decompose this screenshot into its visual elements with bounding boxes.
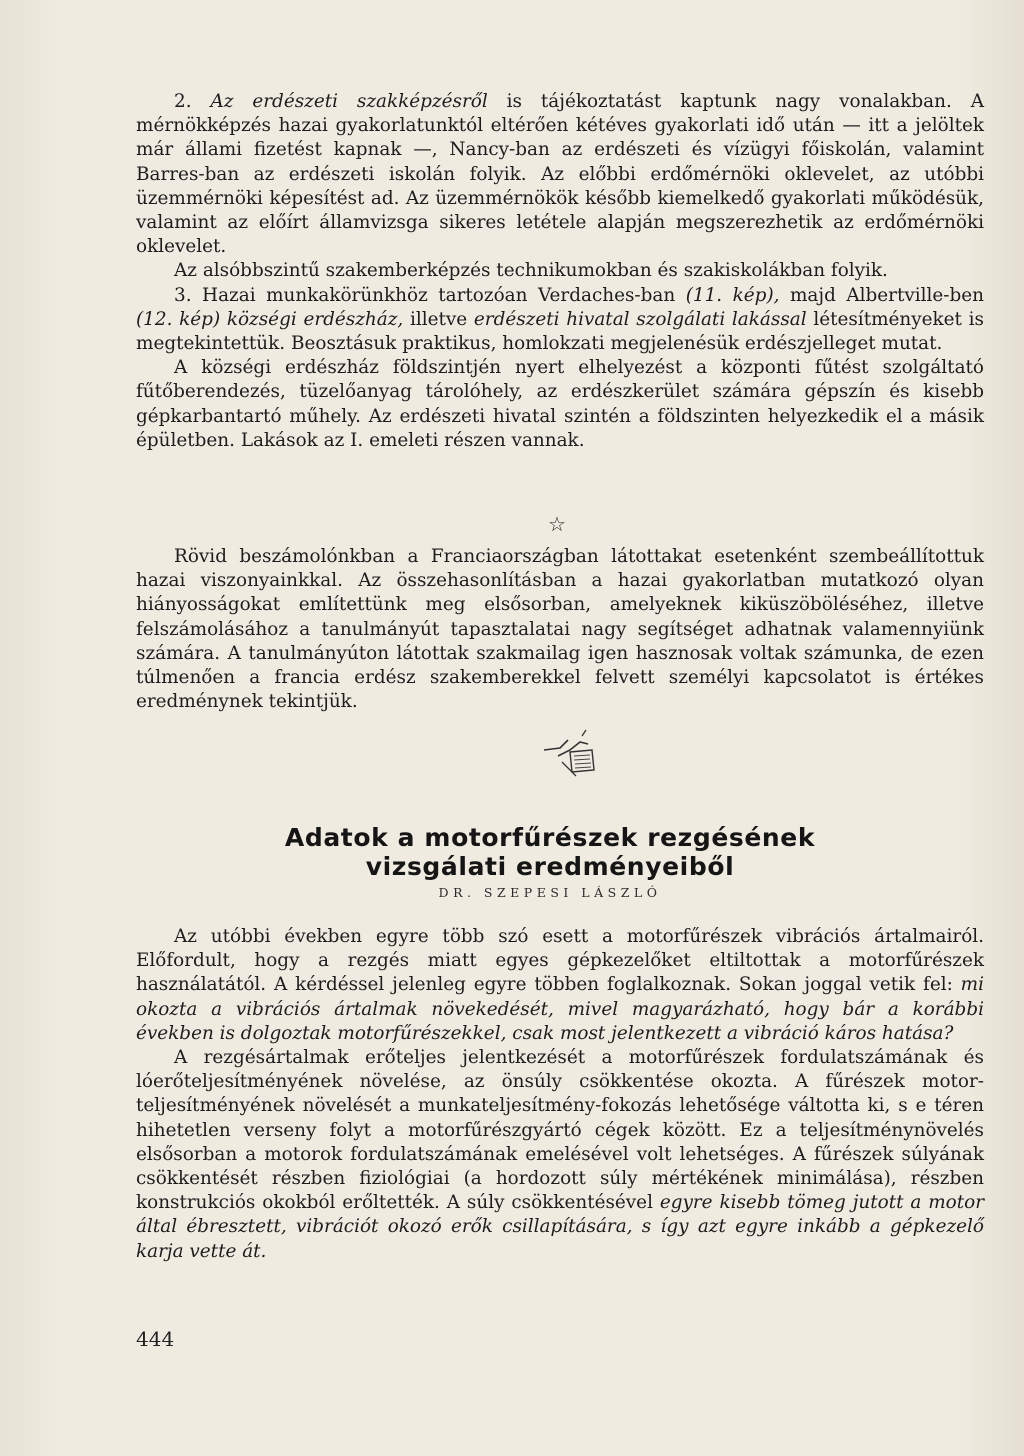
- article-author: DR. SZEPESI LÁSZLÓ: [438, 885, 662, 900]
- page-number: 444: [136, 1327, 175, 1351]
- article-title: Adatok a motorfűrészek rezgésének vizsgálati eredményeiből: [284, 823, 816, 881]
- paragraph: Rövid beszámolónkban a Franciaországban látottakat esetenként szembeállítottuk hazai viszonyainkkal. Az összehasonlításban a hazai gyakorlatban mutatkozó olyan hiányosságokat említettünk meg elsősorban, amelyeknek kiküszöböléséhez, illetve felszámolásához a tanulmányút tapasztalatai nagy segítséget adhatnak valamennyiünk számára. A tanulmányúton látottak szakmailag igen hasznosak voltak számunka, de ezen túlmenően a francia erdész szakemberekkel felvett személyi kapcsolatot is értékes eredménynek tekintjük.: [136, 546, 984, 713]
- paragraph: A községi erdészház földszintjén nyert elhelyezést a központi fűtést szolgáltató fűtőberendezés, tüzelőanyag tárolóhely, az erdészkerület számára gépszín és kisebb gépkarbantartó műhely. Az erdészeti hivatal szintén a földszinten helyezkedik el a másik épületben. Lakások az I. emeleti részen vannak.: [136, 357, 984, 451]
- star-separator-icon: ☆: [548, 512, 566, 536]
- paragraph: Az alsóbbszintű szakemberképzés technikumokban és szakiskolákban folyik.: [174, 260, 888, 282]
- paragraph: Az utóbbi években egyre több szó esett a motorfűrészek vibrációs ártalmairól. Előfordult, hogy a rezgés miatt egyes gépkezelőket eltiltottak a motorfűrészek használatától. A kérdéssel jelenleg egyre többen foglalkoznak. Sokan joggal vetik fel: mi okozta a vibrációs ártalmak növekedését, mivel magyarázható, hogy bár a korábbi években is dolgoztak motorfűrészekkel, csak most jelentkezett a vibráció káros hatása?: [136, 926, 984, 1044]
- text-section-conclusion: [136, 545, 984, 714]
- text-section-top: [136, 90, 984, 453]
- article-body: [136, 925, 984, 1264]
- paragraph: 3. Hazai munkakörünkhöz tartozóan Verdaches-ban (11. kép), majd Albertville-ben (12. kép) községi erdészház, illetve erdészeti hivatal szolgálati lakással létesítményeket is megtekintettük. Beosztásuk praktikus, homlokzati megjelenésük erdészjelleget mutat.: [136, 284, 984, 355]
- paragraph: 2. Az erdészeti szakképzésről is tájékoztatást kaptunk nagy vonalakban. A mérnökképzés hazai gyakorlatunktól eltérően kétéves gyakorlati idő után — itt a jelöltek már állami fizetést kapnak —, Nancy-ban az erdészeti és vízügyi főiskolán, valamint Barres-ban az erdészeti iskolán folyik. Az előbbi erdőmérnöki oklevelet, az utóbbi üzemmérnöki képesítést ad. Az üzemmérnökök később kiemelkedő gyakorlati működésük, valamint az előírt államvizsga sikeres letétele alapján megszerezhetik az erdőmérnöki oklevelet.: [136, 91, 984, 258]
- saw-ornament-icon: [540, 726, 610, 782]
- paragraph: A rezgésártalmak erőteljes jelentkezését a motorfűrészek fordulatszámának és lóerőteljesítményének növelése, az önsúly csökkentése okozta. A fűrészek motor-teljesítményének növelését a munkateljesítmény-fokozás lehetősége váltotta ki, s e téren hihetetlen verseny folyt a motorfűrészgyártó cégek között. Ez a teljesítménynövelés elsősorban a motorok fordulatszámának emelésével volt lehetséges. A fűrészek súlyának csökkentését részben fiziológiai (a hordozott súly mértékének minimálása), részben konstrukciós okokból erőltették. A súly csökkentésével egyre kisebb tömeg jutott a motor által ébresztett, vibrációt okozó erők csillapítására, s így azt egyre inkább a gépkezelő karja vette át.: [136, 1047, 984, 1262]
